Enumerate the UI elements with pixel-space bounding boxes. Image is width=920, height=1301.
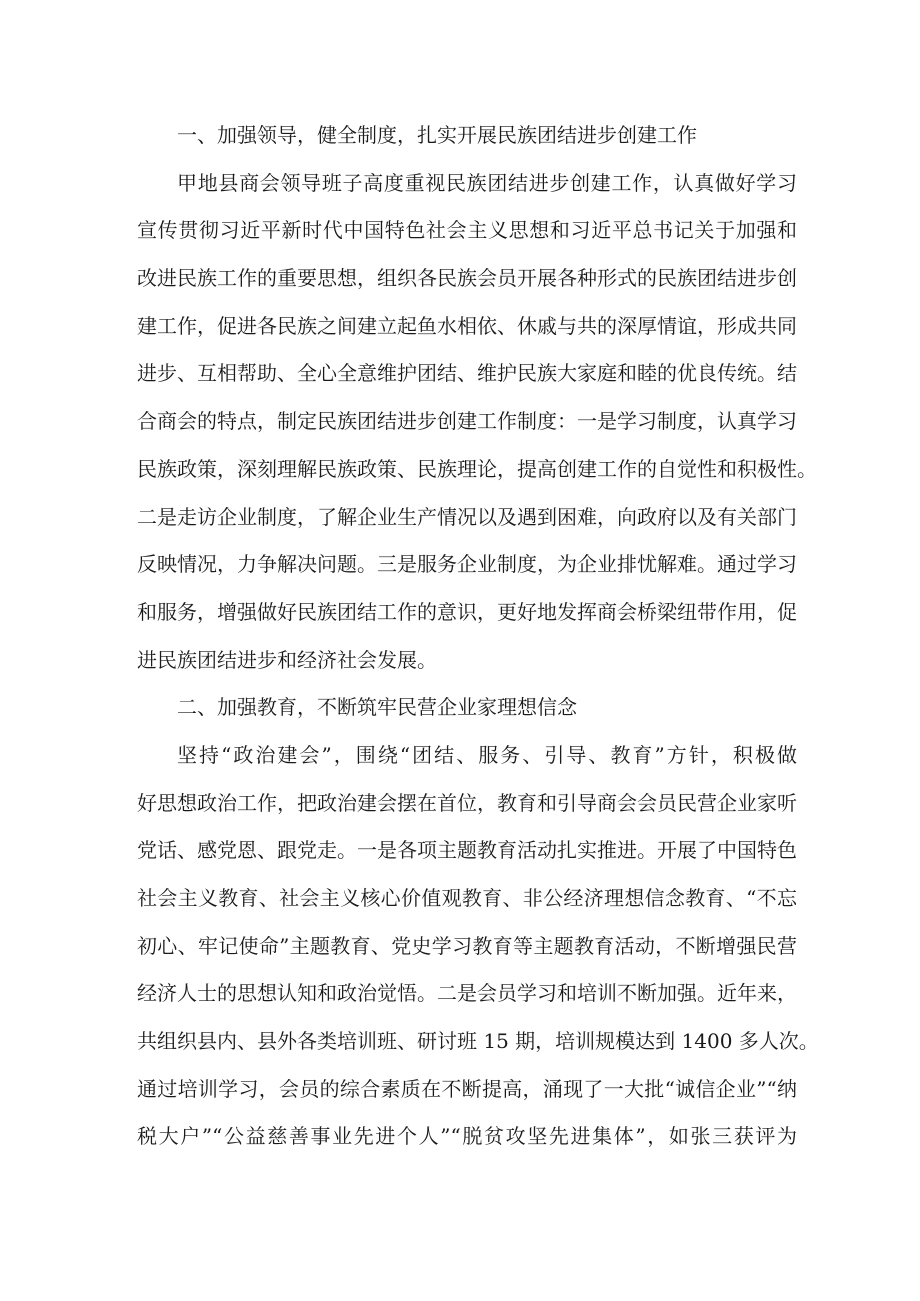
paragraph-line: 税大户”“公益慈善事业先进个人”“脱贫攻坚先进集体”，如张三获评为: [137, 1124, 797, 1149]
paragraph-line: 初心、牢记使命”主题教育、党史学习教育等主题教育活动，不断增强民营: [137, 933, 797, 958]
paragraph-line: 建工作，促进各民族之间建立起鱼水相依、休戚与共的深厚情谊，形成共同: [137, 313, 797, 338]
paragraph-line: 共组织县内、县外各类培训班、研讨班 15 期，培训规模达到 1400 多人次。: [137, 1029, 819, 1054]
paragraph-line: 改进民族工作的重要思想，组织各民族会员开展各种形式的民族团结进步创: [137, 266, 797, 291]
paragraph-line: 好思想政治工作，把政治建会摆在首位，教育和引导商会会员民营企业家听: [137, 790, 797, 815]
paragraph-line: 和服务，增强做好民族团结工作的意识，更好地发挥商会桥梁纽带作用，促: [137, 599, 797, 624]
paragraph-line: 进步、互相帮助、全心全意维护团结、维护民族大家庭和睦的优良传统。结: [137, 361, 797, 386]
paragraph-line: 坚持“政治建会”，围绕“团结、服务、引导、教育”方针，积极做: [177, 742, 797, 767]
section-heading: 一、加强领导，健全制度，扎实开展民族团结进步创建工作: [177, 123, 697, 147]
section-heading: 二、加强教育，不断筑牢民营企业家理想信念: [177, 695, 577, 720]
paragraph-line: 社会主义教育、社会主义核心价值观教育、非公经济理想信念教育、“不忘: [137, 886, 797, 910]
paragraph-line: 党话、感党恩、跟党走。一是各项主题教育活动扎实推进。开展了中国特色: [137, 838, 797, 863]
paragraph-line: 经济人士的思想认知和政治觉悟。二是会员学习和培训不断加强。近年来，: [137, 981, 797, 1006]
paragraph-line: 甲地县商会领导班子高度重视民族团结进步创建工作，认真做好学习: [177, 170, 797, 195]
paragraph-line: 宣传贯彻习近平新时代中国特色社会主义思想和习近平总书记关于加强和: [137, 218, 797, 243]
paragraph-line: 进民族团结进步和经济社会发展。: [137, 647, 437, 672]
paragraph-line: 通过培训学习，会员的综合素质在不断提高，涌现了一大批“诚信企业”“纳: [137, 1076, 797, 1101]
paragraph-line: 二是走访企业制度，了解企业生产情况以及遇到困难，向政府以及有关部门: [137, 504, 797, 529]
paragraph-line: 反映情况，力争解决问题。三是服务企业制度，为企业排忧解难。通过学习: [137, 552, 797, 577]
paragraph-line: 合商会的特点，制定民族团结进步创建工作制度：一是学习制度，认真学习: [137, 409, 797, 434]
document-body: [137, 112, 819, 1161]
paragraph-line: 民族政策，深刻理解民族政策、民族理论，提高创建工作的自觉性和积极性。: [137, 456, 817, 481]
